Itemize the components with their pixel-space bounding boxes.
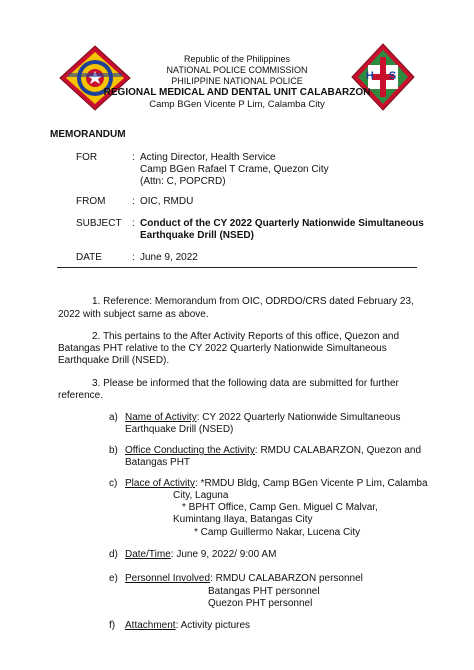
item-e-letter: e) bbox=[109, 573, 118, 584]
item-c-value-line5: * Camp Guillermo Nakar, Lucena City bbox=[194, 527, 361, 538]
for-value-line2: Camp BGen Rafael T Crame, Quezon City bbox=[140, 164, 329, 175]
date-colon: : bbox=[132, 252, 135, 263]
item-c-value-line3: * BPHT Office, Camp Gen. Miguel C Malvar, bbox=[182, 502, 378, 513]
header-republic: Republic of the Philippines bbox=[183, 54, 291, 64]
paragraph-1-line1: 1. Reference: Memorandum from OIC, ODRDO/CRS dated February 23, bbox=[92, 296, 414, 307]
item-c-label: Place of Activity bbox=[125, 478, 196, 489]
subject-value-line1: Conduct of the CY 2022 Quarterly Nationwide Simultaneous bbox=[140, 218, 424, 229]
subject-colon: : bbox=[132, 218, 135, 229]
item-c-row bbox=[125, 478, 428, 489]
date-label: DATE bbox=[76, 252, 102, 263]
from-colon: : bbox=[132, 196, 135, 207]
item-b-value-line2: Batangas PHT bbox=[125, 457, 191, 468]
subject-value-line2: Earthquake Drill (NSED) bbox=[140, 230, 254, 241]
header-unit-name: REGIONAL MEDICAL AND DENTAL UNIT CALABARZON bbox=[103, 87, 371, 98]
paragraph-2-line2: Batangas PHT relative to the CY 2022 Quarterly Nationwide Simultaneous bbox=[58, 343, 387, 354]
health-service-logo-letters: H S bbox=[365, 70, 403, 82]
date-value: June 9, 2022 bbox=[140, 252, 198, 263]
subject-label: SUBJECT bbox=[76, 218, 122, 229]
item-b-letter: b) bbox=[109, 445, 118, 456]
item-f-value: : Activity pictures bbox=[175, 620, 251, 631]
item-e-value-line1: : RMDU CALABARZON personnel bbox=[210, 573, 363, 584]
paragraph-3-line2: reference. bbox=[58, 390, 104, 401]
item-a-label: Name of Activity bbox=[125, 412, 197, 423]
memo-title: MEMORANDUM bbox=[50, 129, 126, 140]
item-c-letter: c) bbox=[109, 478, 118, 489]
item-a-value-line2: Earthquake Drill (NSED) bbox=[125, 424, 234, 435]
item-c-value-line2: City, Laguna bbox=[173, 490, 229, 501]
item-a-row bbox=[125, 412, 401, 423]
for-value-line1: Acting Director, Health Service bbox=[140, 152, 276, 163]
from-value: OIC, RMDU bbox=[140, 196, 194, 207]
paragraph-1-line2: 2022 with subject same as above. bbox=[58, 309, 209, 320]
paragraph-3-line1: 3. Please be informed that the following data are submitted for further bbox=[92, 378, 399, 389]
item-d-letter: d) bbox=[109, 549, 118, 560]
item-d-value: : June 9, 2022/ 9:00 AM bbox=[170, 549, 277, 560]
item-e-row bbox=[125, 573, 363, 584]
for-value-line3: (Attn: C, POPCRD) bbox=[140, 176, 226, 187]
item-e-value-line2: Batangas PHT personnel bbox=[208, 586, 320, 597]
paragraph-2-line3: Earthquake Drill (NSED). bbox=[58, 355, 170, 366]
item-c-value-line1: : *RMDU Bldg, Camp BGen Vicente P Lim, Calamba bbox=[195, 478, 428, 489]
item-e-value-line3: Quezon PHT personnel bbox=[208, 598, 313, 609]
item-e-label: Personnel Involved bbox=[125, 573, 211, 584]
item-d-label: Date/Time bbox=[125, 549, 171, 560]
header-address: Camp BGen Vicente P Lim, Calamba City bbox=[149, 99, 325, 110]
item-f-row bbox=[125, 620, 250, 631]
header-divider bbox=[57, 267, 417, 268]
item-c-value-line4: Kumintang Ilaya, Batangas City bbox=[173, 514, 313, 525]
from-label: FROM bbox=[76, 196, 106, 207]
for-colon: : bbox=[132, 152, 135, 163]
item-f-letter: f) bbox=[109, 620, 116, 631]
item-b-value-line1: : RMDU CALABARZON, Quezon and bbox=[254, 445, 422, 456]
item-d-row bbox=[125, 549, 276, 560]
item-f-label: Attachment bbox=[125, 620, 176, 631]
item-b-label: Office Conducting the Activity bbox=[125, 445, 255, 456]
item-b-row bbox=[125, 445, 421, 456]
item-a-letter: a) bbox=[109, 412, 118, 423]
for-label: FOR bbox=[76, 152, 98, 163]
header-pnp: PHILIPPINE NATIONAL POLICE bbox=[171, 76, 303, 86]
item-a-value-line1: : CY 2022 Quarterly Nationwide Simultaneous bbox=[196, 412, 401, 423]
header-napolcom: NATIONAL POLICE COMMISSION bbox=[166, 65, 308, 75]
paragraph-2-line1: 2. This pertains to the After Activity Reports of this office, Quezon and bbox=[92, 331, 400, 342]
